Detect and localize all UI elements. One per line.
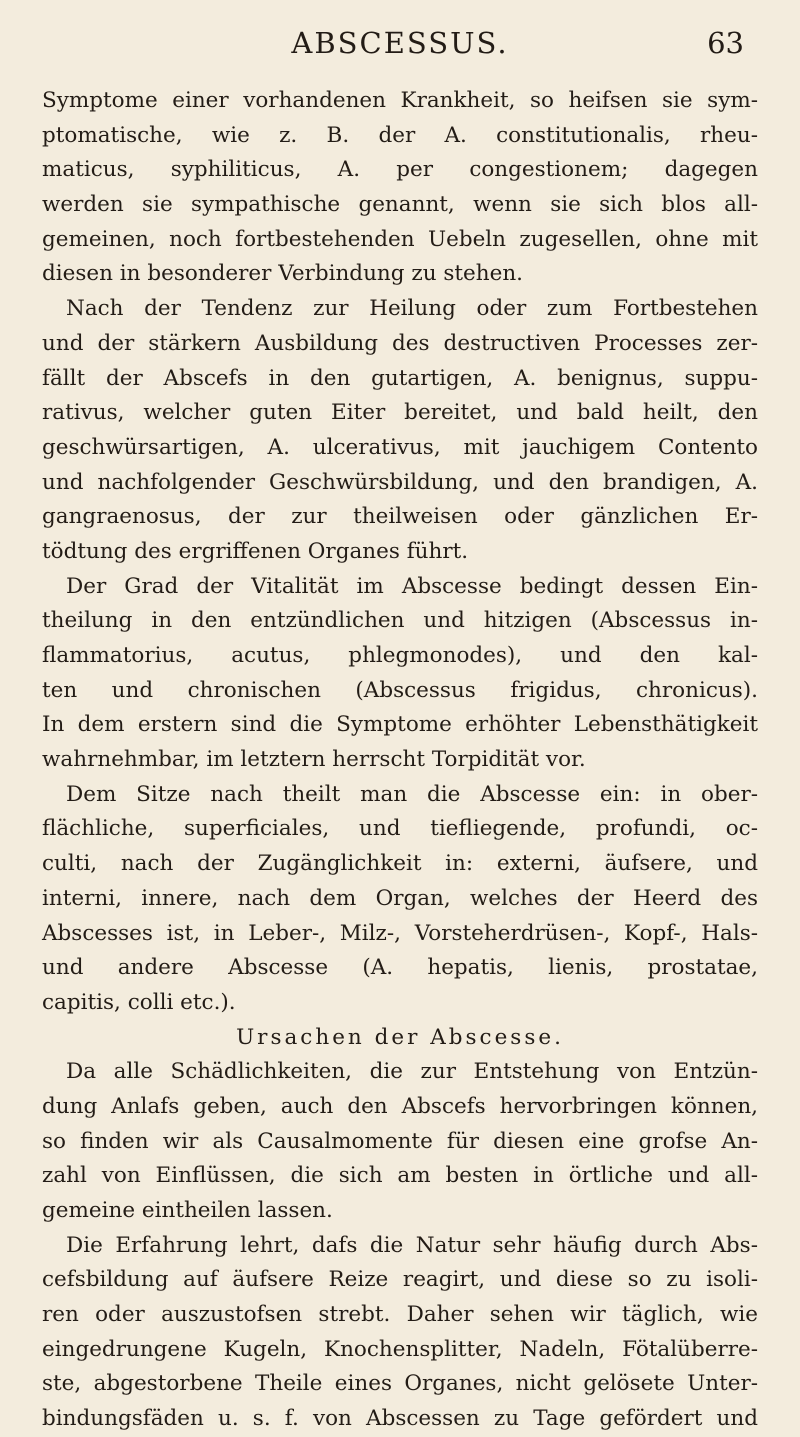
text-line: Nach der Tendenz zur Heilung oder zum Fortbestehen [66,296,758,322]
text-line: ptomatische, wie z. B. der A. constitutionalis, rheu- [42,122,758,148]
text-line: Symptome einer vorhandenen Krankheit, so heifsen sie sym- [42,88,758,113]
text-line: ten und chronischen (Abscessus frigidus, chronicus). [42,677,758,703]
text-line: flächliche, superficiales, und tiefliegende, profundi, oc- [42,816,758,842]
text-line: Die Erfahrung lehrt, dafs die Natur sehr häufig durch Abs- [66,1232,758,1258]
text-line: Abscesses ist, in Leber-, Milz-, Vorsteherdrüsen-, Kopf-, Hals- [42,920,758,946]
text-line: fällt der Abscefs in den gutartigen, A. benignus, suppu- [42,365,758,391]
section-heading: Ursachen der Abscesse. [236,1024,564,1050]
text-line: zahl von Einflüssen, die sich am besten in örtliche und all- [42,1163,758,1189]
text-line: maticus, syphiliticus, A. per congestionem; dagegen [42,157,758,183]
text-line: und der stärkern Ausbildung des destructiven Processes zer- [42,330,758,356]
running-head [0,26,800,66]
text-line: tödtung des ergriffenen Organes führt. [42,538,469,564]
text-line: dung Anlafs geben, auch den Abscefs hervorbringen können, [42,1093,758,1119]
text-line: werden sie sympathische genannt, wenn sie sich blos all- [42,192,758,218]
page-title: ABSCESSUS. [291,26,509,60]
text-line: capitis, colli etc.). [42,989,236,1015]
text-line: Der Grad der Vitalität im Abscesse bedingt dessen Ein- [66,573,758,599]
page-number: 63 [707,26,744,60]
text-line: Da alle Schädlichkeiten, die zur Entstehung von Entzün- [66,1059,758,1085]
body-text [42,84,758,1437]
text-line: gemeinen, noch fortbestehenden Uebeln zugesellen, ohne mit [42,226,758,252]
text-line: und andere Abscesse (A. hepatis, lienis, prostatae, [42,955,758,981]
text-line: cefsbildung auf äufsere Reize reagirt, und diese so zu isoli- [42,1267,758,1293]
text-line: theilung in den entzündlichen und hitzigen (Abscessus in- [42,608,758,634]
text-line: gemeine eintheilen lassen. [42,1198,333,1223]
text-line: culti, nach der Zugänglichkeit in: externi, äufsere, und [42,851,758,877]
text-line: In dem erstern sind die Symptome erhöhter Lebensthätigkeit [42,712,758,738]
text-line: diesen in besonderer Verbindung zu stehen. [42,261,524,287]
text-line: gangraenosus, der zur theilweisen oder gänzlichen Er- [42,504,758,530]
text-line: wahrnehmbar, im letztern herrscht Torpidität vor. [42,747,586,773]
text-line: und nachfolgender Geschwürsbildung, und den brandigen, A. [42,469,758,495]
text-line: so finden wir als Causalmomente für diesen eine grofse An- [42,1128,758,1154]
text-line: bindungsfäden u. s. f. von Abscessen zu Tage gefördert und [42,1406,758,1432]
text-line: interni, innere, nach dem Organ, welches der Heerd des [42,885,758,911]
text-line: geschwürsartigen, A. ulcerativus, mit jauchigem Contento [42,434,758,460]
text-line: Dem Sitze nach theilt man die Abscesse ein: in ober- [66,781,758,807]
text-line: rativus, welcher guten Eiter bereitet, und bald heilt, den [42,400,758,426]
text-line: ste, abgestorbene Theile eines Organes, nicht gelösete Unter- [42,1371,758,1397]
text-line: flammatorius, acutus, phlegmonodes), und den kal- [42,643,758,668]
text-line: eingedrungene Kugeln, Knochensplitter, Nadeln, Fötalüberre- [42,1336,758,1362]
text-line: ren oder auszustofsen strebt. Daher sehen wir täglich, wie [42,1302,758,1328]
